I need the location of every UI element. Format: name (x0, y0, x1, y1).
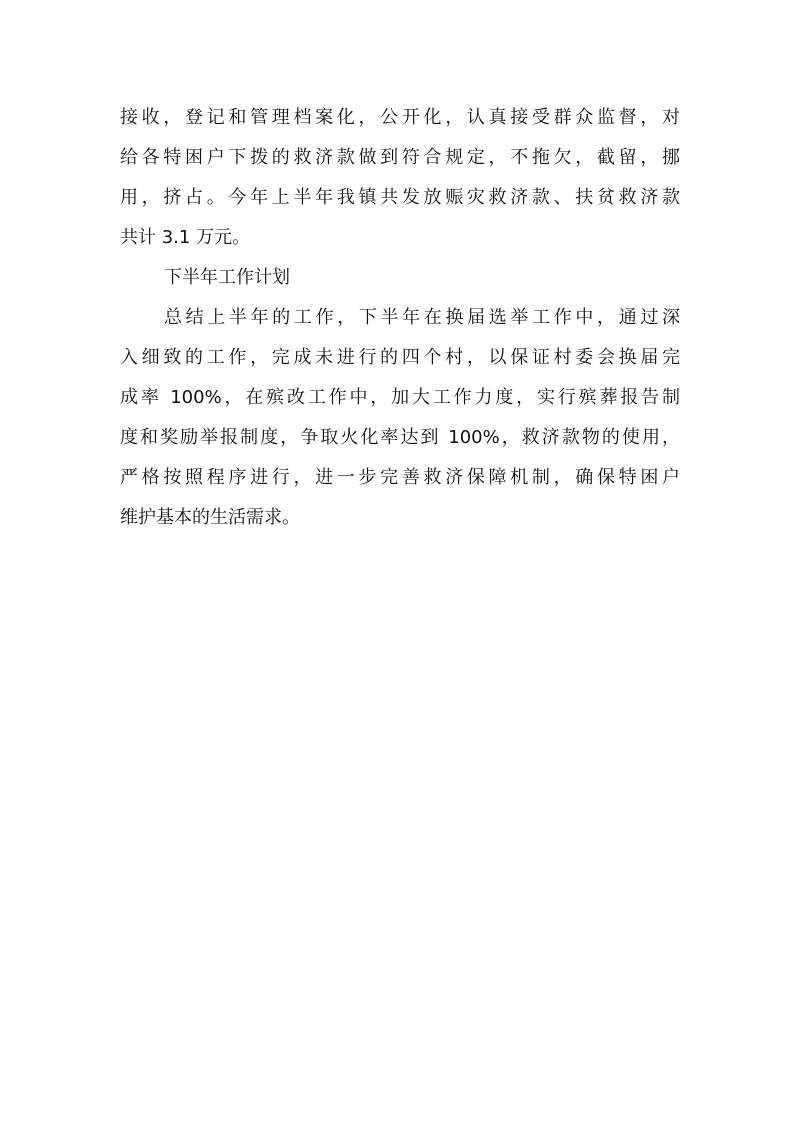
text-line: 接收，登记和管理档案化，公开化，认真接受群众监督，对 (120, 107, 680, 128)
text-line: 总结上半年的工作，下半年在换届选举工作中，通过深 (164, 307, 680, 328)
text-line: 维护基本的生活需求。 (120, 507, 300, 528)
text-line: 严格按照程序进行，进一步完善救济保障机制，确保特困户 (120, 467, 680, 488)
paragraph-relief-funds (120, 98, 680, 258)
text-line: 给各特困户下拨的救济款做到符合规定，不拖欠，截留，挪 (120, 147, 680, 168)
text-line: 共计 3.1 万元。 (120, 227, 251, 248)
paragraph-work-plan (120, 298, 680, 538)
text-line: 用，挤占。今年上半年我镇共发放赈灾救济款、扶贫救济款 (120, 187, 680, 208)
document-body (120, 98, 680, 538)
text-line: 度和奖励举报制度，争取火化率达到 100%，救济款物的使用， (120, 427, 680, 448)
text-line: 入细致的工作，完成未进行的四个村，以保证村委会换届完 (120, 347, 680, 368)
text-line: 成率 100%，在殡改工作中，加大工作力度，实行殡葬报告制 (120, 387, 680, 408)
section-heading: 下半年工作计划 (164, 267, 290, 288)
